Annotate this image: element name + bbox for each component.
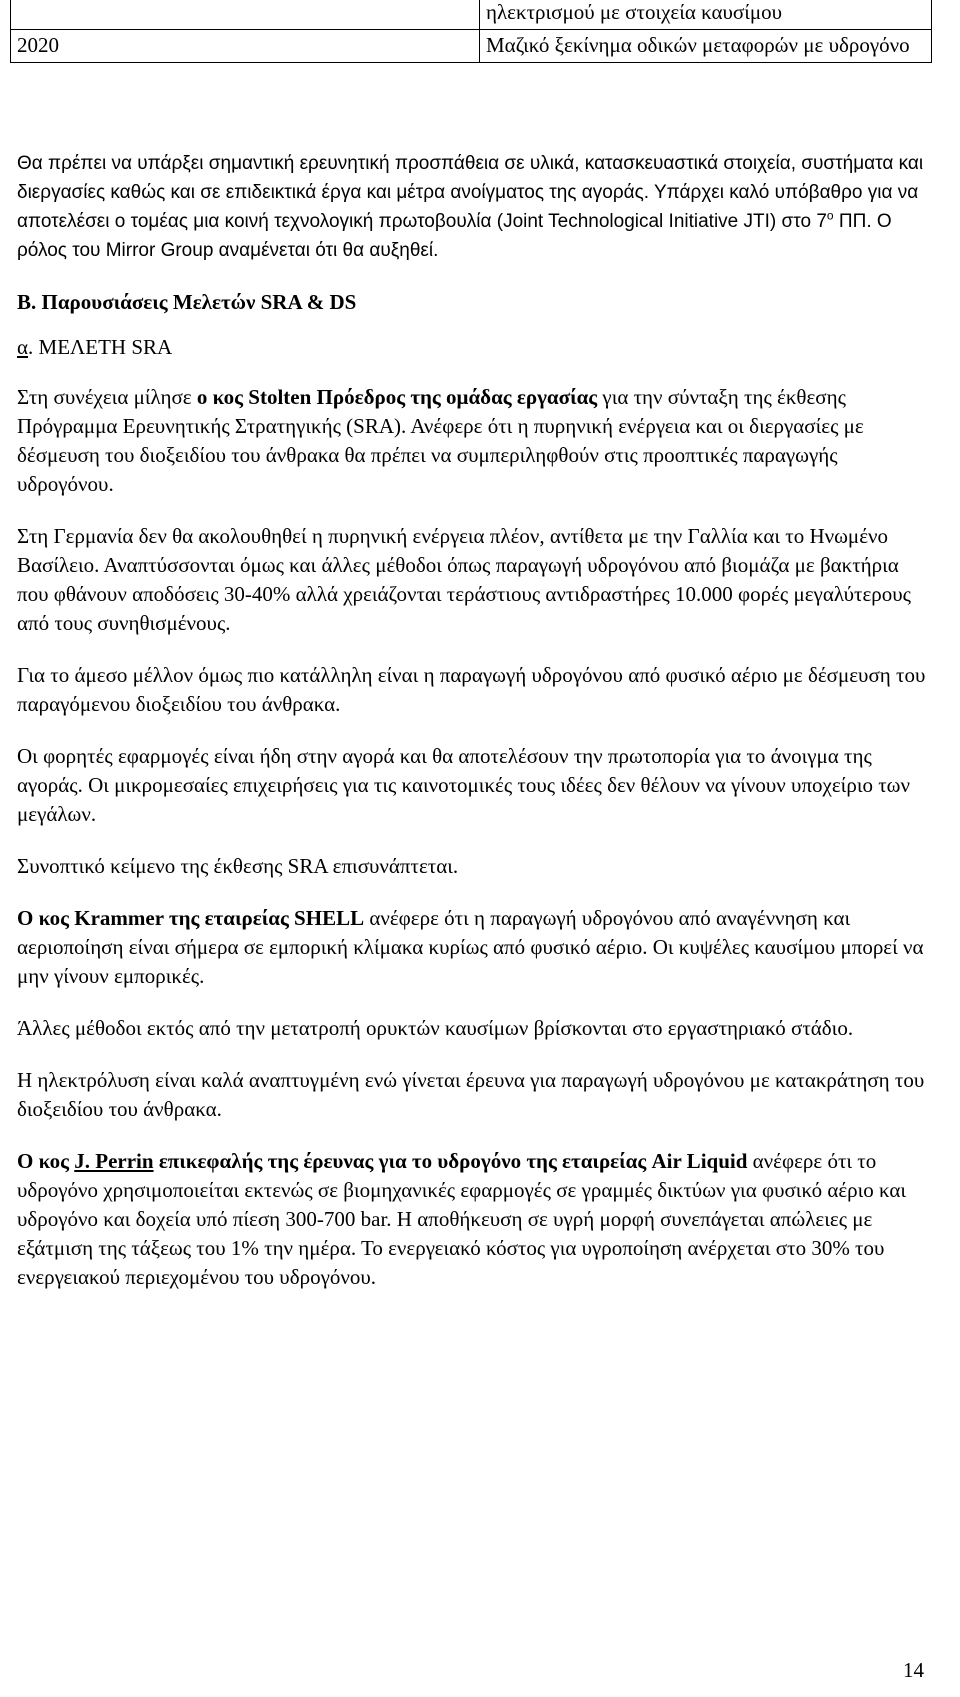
document-body bbox=[17, 149, 933, 1292]
table-cell-description: ηλεκτρισμού με στοιχεία καυσίμου bbox=[480, 0, 932, 30]
bold-run: Ο κος Krammer της εταιρείας SHELL bbox=[17, 906, 365, 930]
subsection-title: . ΜΕΛΕΤΗ SRA bbox=[28, 335, 173, 359]
text-run: ΠΠ. Ο ρόλος του Mirror Group αναμένεται ότι θα αυξηθεί. bbox=[17, 211, 892, 261]
text-run: ανέφερε ότι το υδρογόνο χρησιμοποιείται εκτενώς σε βιομηχανικές εφαρμογές σε γραμμές δικτύων για φυσικό αέριο και υδρογόνο και δοχεία υπό πίεση 300-700 bar. Η αποθήκευση σε υγρή μορφή συνεπάγεται απώλειες με εξάτμιση της τάξεως του 1% την ημέρα. Το ενεργειακό κόστος για υγροποίηση ανέρχεται στο 30% του ενεργειακού περιεχομένου του υδρογόνου. bbox=[17, 1149, 907, 1289]
intro-paragraph bbox=[17, 149, 933, 265]
paragraph-electrolysis: Η ηλεκτρόλυση είναι καλά αναπτυγμένη ενώ γίνεται έρευνα για παραγωγή υδρογόνου με κατακράτηση του διοξειδίου του άνθρακα. bbox=[17, 1068, 925, 1121]
paragraph-natural-gas: Για το άμεσο μέλλον όμως πιο κατάλληλη είναι η παραγωγή υδρογόνου από φυσικό αέριο με δέσμευση του παραγόμενου διοξειδίου του άνθρακα. bbox=[17, 663, 926, 716]
page-number: 14 bbox=[903, 1658, 924, 1682]
paragraph-krammer bbox=[17, 904, 933, 991]
text-run: Στη συνέχεια μίλησε bbox=[17, 385, 197, 409]
paragraph-summary: Συνοπτικό κείμενο της έκθεσης SRA επισυνάπτεται. bbox=[17, 854, 459, 878]
table-cell-year: 2020 bbox=[11, 30, 480, 63]
subsection-prefix: α bbox=[17, 335, 29, 359]
bold-underlined-name: J. Perrin bbox=[74, 1149, 154, 1173]
text-run: για την σύνταξη της έκθεσης Πρόγραμμα Ερευνητικής Στρατηγικής (SRA). Ανέφερε ότι η πυρηνική ενέργεια και οι διεργασίες με δέσμευση του διοξειδίου του άνθρακα θα πρέπει να συμπεριληφθούν στις προοπτικές παραγωγής υδρογόνου. bbox=[17, 385, 864, 496]
paragraph-portable: Οι φορητές εφαρμογές είναι ήδη στην αγορά και θα αποτελέσουν την πρωτοπορία για το άνοιγμα της αγοράς. Οι μικρομεσαίες επιχειρήσεις για τις καινοτομικές τους ιδέες δεν θέλουν να γίνουν υποχείριο των μεγάλων. bbox=[17, 744, 910, 826]
paragraph-other-methods: Άλλες μέθοδοι εκτός από την μετατροπή ορυκτών καυσίμων βρίσκονται στο εργαστηριακό στάδιο. bbox=[17, 1016, 854, 1040]
text-run: Θα πρέπει να υπάρξει σημαντική ερευνητική προσπάθεια σε υλικά, κατασκευαστικά στοιχεία, συστήματα και διεργασίες καθώς και σε επιδεικτικά έργα και μέτρα ανοίγματος της αγοράς. Υπάρχει καλό υπόβαθρο για να αποτελέσει ο τομέας μια κοινή τεχνολογική πρωτοβουλία (Joint Technological Initiative JTI) στο 7 bbox=[17, 153, 924, 232]
table-row bbox=[11, 0, 932, 30]
superscript: ο bbox=[826, 208, 834, 223]
table-cell-description: Μαζικό ξεκίνημα οδικών μεταφορών με υδρογόνο bbox=[480, 30, 932, 63]
bold-run: Ο κος bbox=[17, 1149, 75, 1173]
paragraph-germany: Στη Γερμανία δεν θα ακολουθηθεί η πυρηνική ενέργεια πλέον, αντίθετα με την Γαλλία και το Ηνωμένο Βασίλειο. Αναπτύσσονται όμως και άλλες μέθοδοι όπως παραγωγή υδρογόνου από βιομάζα με βακτήρια που φθάνουν αποδόσεις 30-40% αλλά χρειάζονται τεράστιους αντιδραστήρες 10.000 φορές μεγαλύτερους από τους συνηθισμένους. bbox=[17, 524, 911, 635]
paragraph-perrin bbox=[17, 1147, 933, 1292]
subsection-heading bbox=[17, 333, 933, 362]
bold-run: επικεφαλής της έρευνας για το υδρογόνο της εταιρείας Air Liquid bbox=[153, 1149, 748, 1173]
paragraph-stolten bbox=[17, 383, 933, 499]
table-cell-year bbox=[11, 0, 480, 30]
bold-run: ο κος Stolten Πρόεδρος της ομάδας εργασίας bbox=[196, 385, 598, 409]
text-run: ανέφερε ότι η παραγωγή υδρογόνου από αναγέννηση και αεριοποίηση είναι σήμερα σε εμπορική κλίμακα κυρίως από φυσικό αέριο. Οι κυψέλες καυσίμου μπορεί να μην γίνουν εμπορικές. bbox=[17, 906, 924, 988]
timeline-table bbox=[10, 0, 932, 63]
section-heading: Β. Παρουσιάσεις Μελετών SRA & DS bbox=[17, 290, 357, 314]
table-row bbox=[11, 30, 932, 63]
